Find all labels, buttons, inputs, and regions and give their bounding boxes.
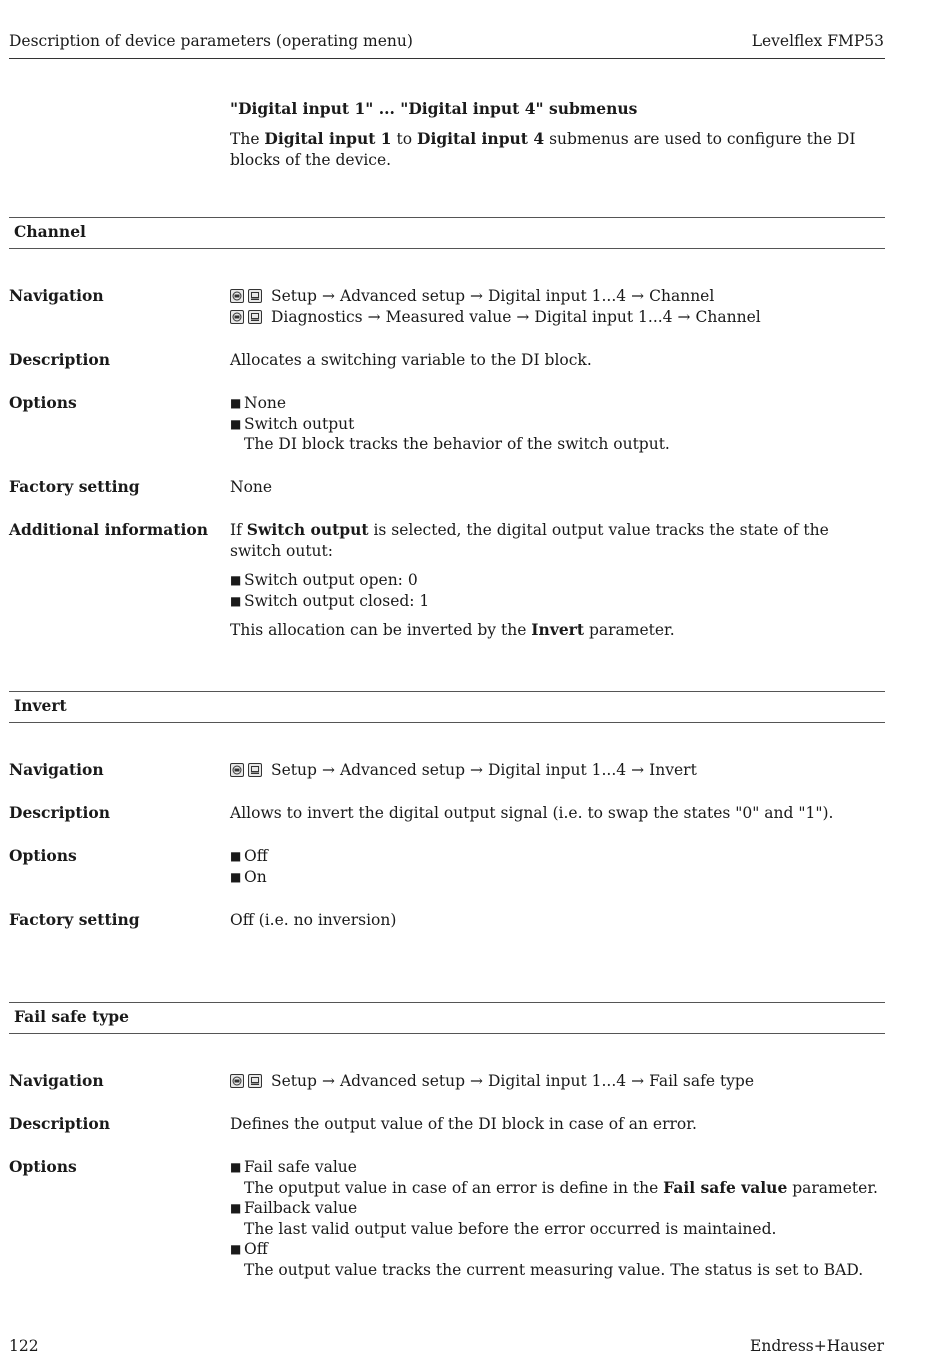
channel-description: Allocates a switching variable to the DI block. — [230, 351, 592, 369]
option-label: Failback value — [244, 1199, 358, 1217]
section-rule-top — [9, 217, 885, 218]
label-navigation: Navigation — [9, 1071, 104, 1090]
nav-step: Digital input 1...4 — [488, 287, 627, 305]
label-options: Options — [9, 846, 77, 865]
nav-path-diagnostics — [230, 307, 880, 328]
option-note: The DI block tracks the behavior of the switch output. — [244, 435, 670, 453]
option-note: The last valid output value before the error occurred is maintained. — [244, 1219, 777, 1238]
intro-paragraph — [230, 129, 870, 170]
nav-step: Channel — [649, 287, 715, 305]
list-item-text: Switch output closed: 1 — [244, 591, 430, 610]
bullet-icon: ■ — [230, 1201, 242, 1215]
bullet-icon: ■ — [230, 1160, 242, 1174]
intro-heading: "Digital input 1" ... "Digital input 4" submenus — [230, 99, 638, 118]
additional-line-2 — [230, 620, 880, 641]
section-title-channel: Channel — [14, 222, 86, 241]
operating-tool-icon — [248, 763, 262, 777]
section-title-fail-safe-type: Fail safe type — [14, 1007, 129, 1026]
option-label: None — [244, 394, 287, 412]
nav-step: Fail safe type — [649, 1072, 755, 1090]
channel-options — [230, 393, 880, 455]
label-options: Options — [9, 1157, 77, 1176]
label-description: Description — [9, 803, 111, 822]
section-rule-bottom — [9, 1033, 885, 1034]
label-options: Options — [9, 393, 77, 412]
invert-factory-setting: Off (i.e. no inversion) — [230, 911, 397, 929]
nav-step: Advanced setup — [339, 287, 465, 305]
header-rule — [9, 58, 885, 59]
nav-step: Setup — [271, 761, 317, 779]
section-rule-top — [9, 691, 885, 692]
arrow-right-icon: → — [516, 307, 530, 326]
arrow-right-icon: → — [321, 761, 335, 779]
arrow-right-icon: → — [631, 761, 645, 779]
option-note: The output value tracks the current measuring value. The status is set to BAD. — [244, 1260, 864, 1279]
failsafe-options — [230, 1157, 880, 1280]
bullet-icon: ■ — [230, 416, 242, 431]
intro-text-3: submenus are used to configure the DI blocks of the device. — [230, 130, 856, 169]
nav-step: Channel — [695, 307, 761, 326]
nav-path-setup — [230, 286, 880, 307]
arrow-right-icon: → — [367, 307, 381, 326]
additional-line-1 — [230, 520, 880, 561]
arrow-right-icon: → — [470, 1072, 483, 1090]
channel-factory-setting: None — [230, 478, 273, 496]
channel-additional-information — [230, 520, 880, 641]
section-title-invert: Invert — [14, 696, 67, 715]
option-item — [230, 1239, 880, 1260]
bullet-icon: ■ — [230, 593, 242, 608]
list-item-text: Switch output open: 0 — [244, 571, 418, 589]
nav-step: Setup — [271, 1072, 317, 1090]
option-label: Off — [244, 847, 268, 865]
intro-bold-1: Digital input 1 — [264, 129, 392, 148]
footer-brand: Endress+Hauser — [750, 1337, 884, 1355]
nav-step: Measured value — [385, 307, 512, 326]
option-item — [230, 393, 880, 414]
arrow-right-icon: → — [321, 1072, 335, 1090]
running-header-title: Description of device parameters (operating menu) — [9, 32, 413, 50]
operating-tool-icon — [248, 289, 262, 303]
nav-step: Advanced setup — [339, 761, 465, 779]
text: is selected, the digital output value tracks the state of the switch outut: — [230, 521, 829, 560]
option-item — [230, 414, 880, 435]
nav-step: Setup — [271, 287, 317, 305]
channel-navigation — [230, 286, 880, 327]
onsite-display-icon — [230, 310, 244, 324]
label-description: Description — [9, 350, 111, 369]
option-label: Fail safe value — [244, 1158, 357, 1176]
nav-step: Diagnostics — [271, 307, 363, 326]
arrow-right-icon: → — [470, 287, 483, 305]
nav-step: Digital input 1...4 — [488, 761, 627, 779]
option-label: On — [244, 867, 267, 886]
text-bold: Invert — [531, 620, 585, 639]
label-additional-information: Additional information — [9, 520, 209, 539]
arrow-right-icon: → — [677, 307, 691, 326]
text-bold: Fail safe value — [663, 1177, 788, 1197]
failsafe-navigation — [230, 1071, 880, 1092]
text: parameter. — [787, 1178, 878, 1197]
option-item — [230, 867, 880, 888]
text: The oputput value in case of an error is define in the — [244, 1178, 664, 1197]
section-rule-bottom — [9, 248, 885, 249]
arrow-right-icon: → — [470, 761, 483, 779]
nav-step: Digital input 1...4 — [534, 307, 673, 326]
label-navigation: Navigation — [9, 286, 104, 305]
invert-description: Allows to invert the digital output signal (i.e. to swap the states "0" and "1"). — [230, 804, 834, 822]
label-factory-setting: Factory setting — [9, 910, 140, 929]
text-bold: Switch output — [246, 520, 369, 539]
nav-path-setup — [230, 1071, 880, 1092]
page-number: 122 — [9, 1337, 39, 1355]
list-item — [230, 591, 880, 612]
failsafe-description: Defines the output value of the DI block in case of an error. — [230, 1115, 697, 1133]
invert-options — [230, 846, 880, 887]
label-factory-setting: Factory setting — [9, 477, 140, 496]
option-item — [230, 846, 880, 867]
bullet-icon: ■ — [230, 573, 242, 587]
arrow-right-icon: → — [631, 1072, 645, 1090]
operating-tool-icon — [248, 310, 262, 324]
intro-text-1: The — [230, 130, 265, 148]
label-navigation: Navigation — [9, 760, 104, 779]
nav-step: Digital input 1...4 — [488, 1072, 627, 1090]
text: If — [230, 521, 247, 539]
nav-step: Invert — [649, 761, 697, 779]
nav-step: Advanced setup — [339, 1072, 465, 1090]
intro-text-2: to — [391, 130, 417, 148]
option-label: Off — [244, 1240, 268, 1258]
list-item — [230, 570, 880, 591]
text: This allocation can be inverted by the — [230, 621, 532, 639]
option-item — [230, 1157, 880, 1178]
arrow-right-icon: → — [631, 287, 645, 305]
operating-tool-icon — [248, 1074, 262, 1088]
onsite-display-icon — [230, 289, 244, 303]
onsite-display-icon — [230, 763, 244, 777]
text: parameter. — [584, 621, 675, 639]
running-header-product: Levelflex FMP53 — [751, 32, 884, 50]
intro-bold-2: Digital input 4 — [417, 129, 545, 148]
option-note — [230, 1178, 880, 1199]
label-description: Description — [9, 1114, 111, 1133]
section-rule-top — [9, 1002, 885, 1003]
onsite-display-icon — [230, 1074, 244, 1088]
section-rule-bottom — [9, 722, 885, 723]
bullet-icon: ■ — [230, 1242, 242, 1256]
option-item — [230, 1198, 880, 1219]
nav-path-setup — [230, 760, 880, 781]
invert-navigation — [230, 760, 880, 781]
bullet-icon: ■ — [230, 869, 242, 884]
arrow-right-icon: → — [321, 287, 335, 305]
bullet-icon: ■ — [230, 396, 242, 410]
option-label: Switch output — [244, 414, 355, 433]
bullet-icon: ■ — [230, 849, 242, 863]
